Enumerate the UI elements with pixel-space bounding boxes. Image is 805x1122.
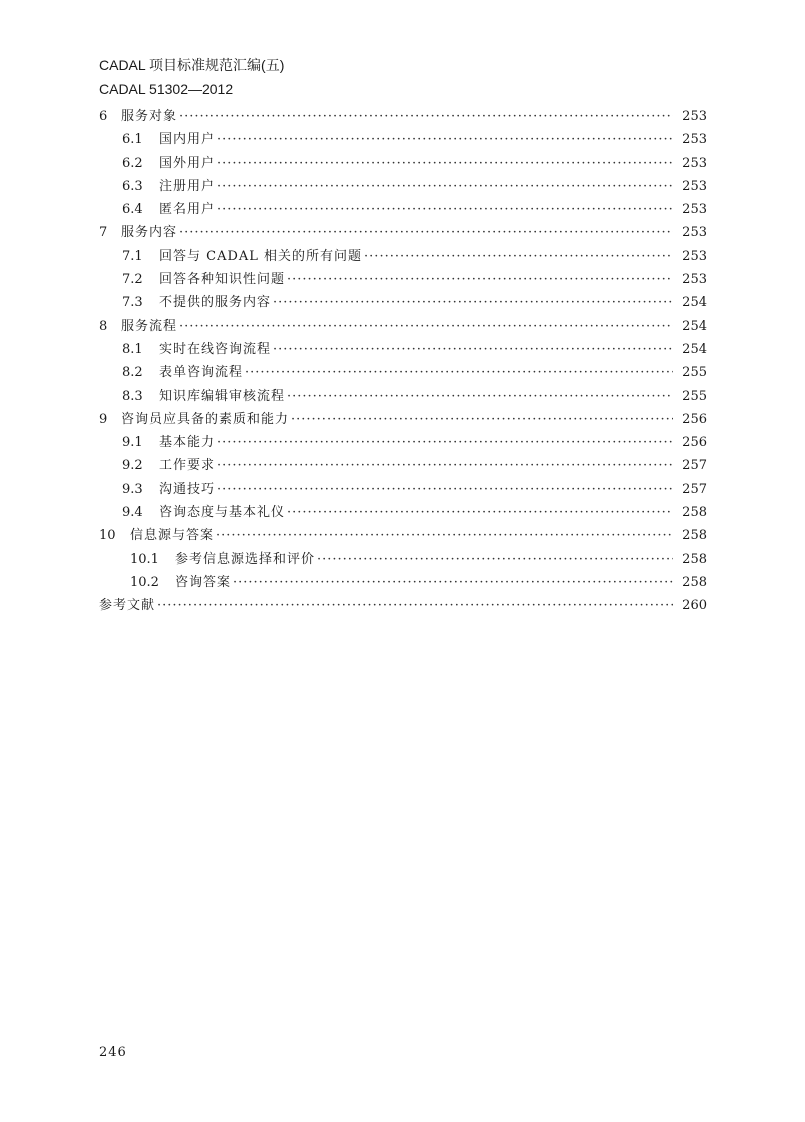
toc-entry[interactable] xyxy=(99,175,707,198)
toc-entry-page: 253 xyxy=(682,132,707,148)
toc-entry-page: 258 xyxy=(682,574,707,590)
toc-entry-page: 253 xyxy=(682,155,707,171)
page-number: 246 xyxy=(99,1045,127,1060)
toc-entry-title: 基本能力 xyxy=(159,435,216,451)
toc-entry[interactable] xyxy=(99,571,707,594)
toc-entry[interactable] xyxy=(99,454,707,477)
toc-entry-number: 8.2 xyxy=(122,365,143,381)
toc-leader-dots xyxy=(291,408,673,431)
toc-entry-page: 258 xyxy=(682,551,707,567)
toc-leader-dots xyxy=(217,175,673,198)
toc-entry-title: 表单咨询流程 xyxy=(159,365,244,381)
toc-entry[interactable] xyxy=(99,361,707,384)
toc-entry-page: 258 xyxy=(682,505,707,521)
toc-entry-page: 256 xyxy=(682,435,707,451)
toc-entry-title: 国外用户 xyxy=(159,155,216,171)
toc-leader-dots xyxy=(273,338,673,361)
toc-leader-dots xyxy=(157,594,673,617)
toc-entry-page: 253 xyxy=(682,272,707,288)
toc-entry[interactable] xyxy=(99,385,707,408)
toc-entry-title: 匿名用户 xyxy=(159,202,216,218)
toc-entry[interactable] xyxy=(99,501,707,524)
toc-entry[interactable] xyxy=(99,128,707,151)
toc-entry-number: 9.4 xyxy=(122,505,143,521)
toc-entry-page: 260 xyxy=(682,598,707,614)
toc-entry-title: 咨询答案 xyxy=(175,574,232,590)
toc-leader-dots xyxy=(317,548,673,571)
toc-leader-dots xyxy=(287,501,673,524)
toc-entry-number: 6.3 xyxy=(122,178,143,194)
toc-entry[interactable] xyxy=(99,291,707,314)
toc-entry[interactable] xyxy=(99,198,707,221)
toc-entry-page: 253 xyxy=(682,202,707,218)
collection-title: CADAL 项目标准规范汇编(五) xyxy=(99,57,285,73)
toc-entry-number: 6.4 xyxy=(122,202,143,218)
toc-entry-number: 6.2 xyxy=(122,155,143,171)
toc-entry-number: 8.1 xyxy=(122,341,143,357)
toc-entry-number: 9.2 xyxy=(122,458,143,474)
toc-entry-number: 6 xyxy=(99,109,108,124)
toc-entry-title: 咨询态度与基本礼仪 xyxy=(159,505,286,521)
toc-entry-page: 254 xyxy=(682,318,707,334)
toc-leader-dots xyxy=(245,361,673,384)
toc-entry-page: 255 xyxy=(682,388,707,404)
toc-entry-title: 信息源与答案 xyxy=(130,528,215,544)
toc-entry-title: 回答各种知识性问题 xyxy=(159,272,286,288)
toc-entry[interactable] xyxy=(99,268,707,291)
toc-entry-title: 国内用户 xyxy=(159,132,216,148)
toc-leader-dots xyxy=(217,454,673,477)
toc-entry[interactable] xyxy=(99,245,707,268)
toc-leader-dots xyxy=(216,524,673,547)
toc-leader-dots xyxy=(217,198,673,221)
toc-entry-page: 253 xyxy=(682,248,707,264)
toc-entry[interactable] xyxy=(99,478,707,501)
toc-leader-dots xyxy=(179,315,673,338)
toc-entry-number: 10 xyxy=(99,528,116,544)
toc-leader-dots xyxy=(217,152,673,175)
toc-entry[interactable] xyxy=(99,338,707,361)
toc-entry[interactable] xyxy=(99,105,707,128)
toc-leader-dots xyxy=(217,431,673,454)
document-header xyxy=(99,53,284,101)
toc-leader-dots xyxy=(273,291,673,314)
toc-entry-title: 工作要求 xyxy=(159,458,216,474)
toc-entry[interactable] xyxy=(99,152,707,175)
toc-entry-number: 9.1 xyxy=(122,435,143,451)
toc-leader-dots xyxy=(364,245,673,268)
toc-entry[interactable] xyxy=(99,548,707,571)
toc-entry-page: 255 xyxy=(682,365,707,381)
toc-entry-title: 知识库编辑审核流程 xyxy=(159,388,286,404)
toc-entry-number: 7.3 xyxy=(122,295,143,311)
toc-entry-title: 注册用户 xyxy=(159,178,216,194)
toc-entry-title: 参考文献 xyxy=(99,598,156,614)
toc-entry[interactable] xyxy=(99,221,707,244)
toc-entry-title: 沟通技巧 xyxy=(159,481,216,497)
toc-leader-dots xyxy=(287,268,673,291)
toc-entry-number: 9 xyxy=(99,411,108,427)
toc-entry-page: 253 xyxy=(682,225,707,241)
toc-leader-dots xyxy=(233,571,673,594)
toc-entry-number: 8.3 xyxy=(122,388,143,404)
toc-entry-page: 253 xyxy=(682,109,707,124)
table-of-contents xyxy=(99,105,707,618)
toc-entry-number: 9.3 xyxy=(122,481,143,497)
toc-entry[interactable] xyxy=(99,431,707,454)
toc-entry[interactable] xyxy=(99,408,707,431)
toc-entry-title: 服务内容 xyxy=(121,225,178,241)
toc-leader-dots xyxy=(179,221,673,244)
standard-code: CADAL 51302—2012 xyxy=(99,81,234,97)
toc-entry-title: 服务对象 xyxy=(121,109,178,124)
toc-entry-title: 咨询员应具备的素质和能力 xyxy=(121,411,290,427)
toc-entry[interactable] xyxy=(99,315,707,338)
toc-entry-page: 254 xyxy=(682,341,707,357)
toc-entry-number: 10.2 xyxy=(130,574,159,590)
toc-leader-dots xyxy=(217,128,673,151)
toc-leader-dots xyxy=(287,385,673,408)
toc-entry[interactable] xyxy=(99,594,707,617)
toc-entry-number: 7.1 xyxy=(122,248,143,264)
toc-entry[interactable] xyxy=(99,524,707,547)
toc-entry-page: 258 xyxy=(682,528,707,544)
toc-entry-title: 参考信息源选择和评价 xyxy=(175,551,316,567)
toc-entry-page: 257 xyxy=(682,458,707,474)
toc-entry-number: 6.1 xyxy=(122,132,143,148)
toc-entry-number: 10.1 xyxy=(130,551,159,567)
toc-entry-title: 实时在线咨询流程 xyxy=(159,341,272,357)
toc-entry-number: 8 xyxy=(99,318,108,334)
toc-entry-page: 254 xyxy=(682,295,707,311)
toc-leader-dots xyxy=(217,478,673,501)
toc-leader-dots xyxy=(179,105,673,128)
toc-entry-page: 253 xyxy=(682,178,707,194)
toc-entry-number: 7 xyxy=(99,225,108,241)
toc-entry-title: 回答与 CADAL 相关的所有问题 xyxy=(159,248,363,264)
toc-entry-page: 256 xyxy=(682,411,707,427)
toc-entry-title: 不提供的服务内容 xyxy=(159,295,272,311)
toc-entry-title: 服务流程 xyxy=(121,318,178,334)
toc-entry-number: 7.2 xyxy=(122,272,143,288)
toc-entry-page: 257 xyxy=(682,481,707,497)
